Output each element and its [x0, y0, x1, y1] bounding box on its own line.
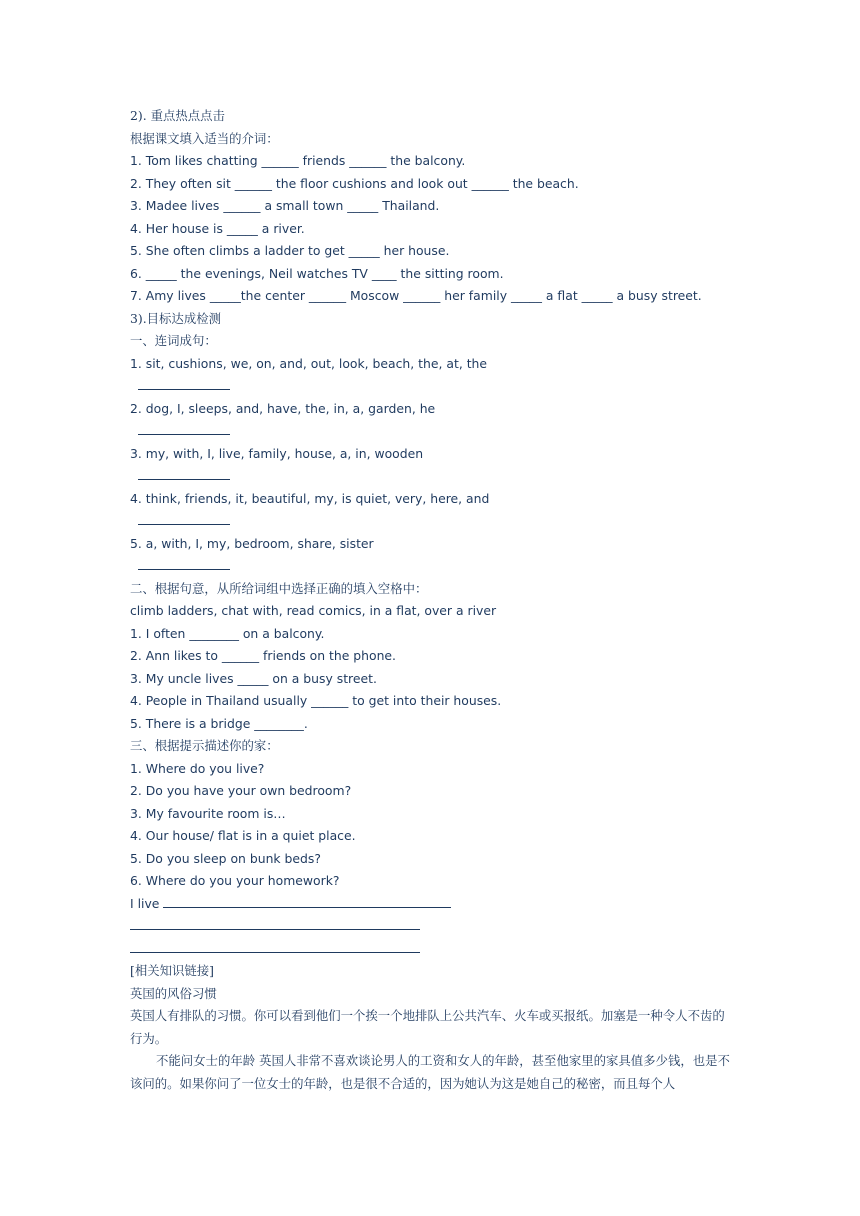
phrase-options: climb ladders, chat with, read comics, in a flat, over a river	[130, 603, 497, 618]
writing-start: I live	[130, 895, 160, 911]
answer-line	[130, 510, 730, 533]
writing-line	[130, 938, 730, 961]
answer-line	[130, 420, 730, 443]
word-order-item: 4. think, friends, it, beautiful, my, is quiet, very, here, and	[130, 490, 490, 506]
fill-in-item: 5. There is a bridge ________.	[130, 715, 308, 731]
section-heading-focus: 2). 重点热点点击	[130, 108, 225, 123]
writing-line	[130, 915, 730, 938]
fill-in-item: 4. People in Thailand usually ______ to get into their houses.	[130, 693, 502, 708]
worksheet-content	[130, 105, 730, 1095]
exercise-item: 4. Her house is _____ a river.	[130, 220, 305, 236]
fill-in-item: 1. I often ________ on a balcony.	[130, 625, 325, 641]
prompt-item: 5. Do you sleep on bunk beds?	[130, 850, 321, 866]
answer-line	[130, 375, 730, 398]
word-order-item: 2. dog, I, sleeps, and, have, the, in, a, garden, he	[130, 400, 436, 416]
part2-heading: 二、根据句意，从所给词组中选择正确的填入空格中：	[130, 580, 428, 596]
section-heading-check: 3).目标达成检测	[130, 310, 221, 326]
part1-heading: 一、连词成句：	[130, 333, 217, 348]
customs-paragraph: 不能问女士的年龄 英国人非常不喜欢谈论男人的工资和女人的年龄，甚至他家里的家具值多少钱，也是不该问的。如果你问了一位女士的年龄，也是很不合适的，因为她认为这是她自己的秘密，而且每个人	[130, 1053, 730, 1091]
exercise-item: 6. _____ the evenings, Neil watches TV ____ the sitting room.	[130, 265, 504, 281]
prompt-item: 1. Where do you live?	[130, 760, 265, 776]
word-order-item: 5. a, with, I, my, bedroom, share, sister	[130, 535, 374, 551]
writing-line	[130, 893, 730, 916]
exercise-item: 1. Tom likes chatting ______ friends ______ the balcony.	[130, 153, 466, 168]
answer-line	[130, 555, 730, 578]
prompt-item: 2. Do you have your own bedroom?	[130, 783, 352, 798]
customs-paragraph: 英国人有排队的习惯。你可以看到他们一个挨一个地排队上公共汽车、火车或买报纸。加塞是一种令人不齿的行为。	[130, 1008, 725, 1046]
instruction-prepositions: 根据课文填入适当的介词：	[130, 130, 279, 146]
exercise-item: 3. Madee lives ______ a small town _____ Thailand.	[130, 198, 440, 213]
part3-heading: 三、根据提示描述你的家：	[130, 738, 279, 753]
exercise-item: 2. They often sit ______ the floor cushions and look out ______ the beach.	[130, 175, 579, 191]
word-order-item: 3. my, with, I, live, family, house, a, in, wooden	[130, 445, 424, 461]
fill-in-item: 3. My uncle lives _____ on a busy street.	[130, 670, 377, 686]
fill-in-item: 2. Ann likes to ______ friends on the phone.	[130, 648, 396, 663]
knowledge-link-heading: [相关知识链接]	[130, 963, 215, 978]
prompt-item: 3. My favourite room is…	[130, 805, 286, 821]
answer-line	[130, 465, 730, 488]
customs-subheading: 英国的风俗习惯	[130, 985, 217, 1001]
exercise-item: 7. Amy lives _____the center ______ Moscow ______ her family _____ a flat _____ a busy street.	[130, 288, 702, 303]
prompt-item: 4. Our house/ flat is in a quiet place.	[130, 828, 356, 843]
word-order-item: 1. sit, cushions, we, on, and, out, look, beach, the, at, the	[130, 355, 488, 371]
exercise-item: 5. She often climbs a ladder to get _____ her house.	[130, 243, 450, 258]
prompt-item: 6. Where do you your homework?	[130, 873, 340, 888]
